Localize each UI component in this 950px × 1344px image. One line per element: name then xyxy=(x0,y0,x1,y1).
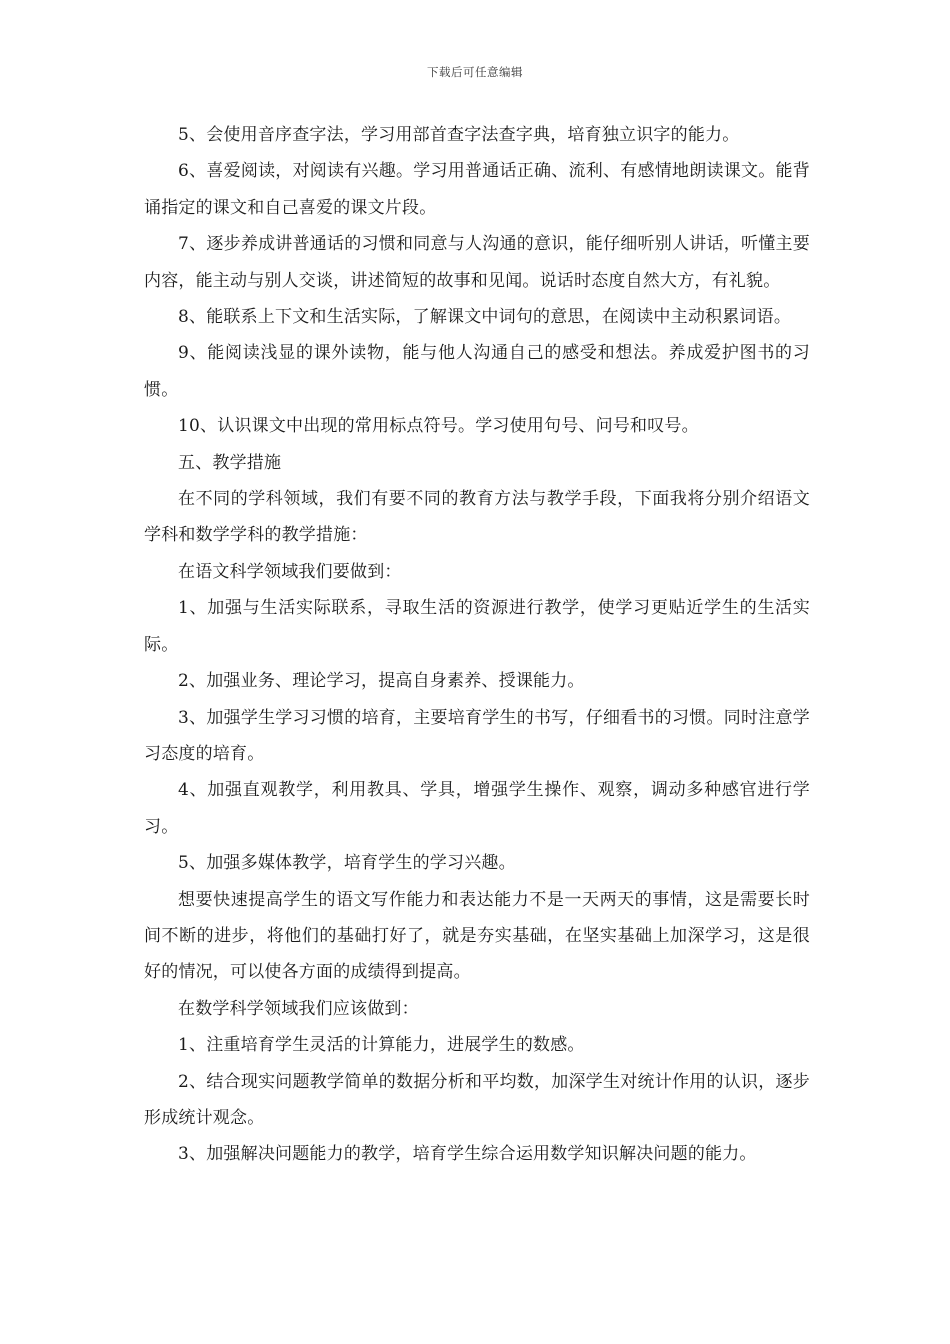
paragraph-item-5: 5、会使用音序查字法，学习用部首查字法查字典，培育独立识字的能力。 xyxy=(178,125,740,145)
math-measure-3: 3、加强解决问题能力的教学，培育学生综合运用数学知识解决问题的能力。 xyxy=(178,1144,757,1165)
math-subject-heading: 在数学科学领域我们应该做到： xyxy=(178,998,419,1019)
paragraph-item-10: 10、认识课文中出现的常用标点符号。学习使用句号、问号和叹号。 xyxy=(178,416,699,437)
paragraph-item-9: 9、能阅读浅显的课外读物，能与他人沟通自己的感受和想法。养成爱护图书的习惯。 xyxy=(144,343,810,400)
chinese-measure-5: 5、加强多媒体教学，培育学生的学习兴趣。 xyxy=(178,853,516,874)
section-heading: 五、教学措施 xyxy=(178,452,282,473)
chinese-measure-4: 4、加强直观教学，利用教具、学具，增强学生操作、观察，调动多种感官进行学习。 xyxy=(144,780,810,837)
paragraph-item-6: 6、喜爱阅读，对阅读有兴趣。学习用普通话正确、流利、有感情地朗读课文。能背诵指定的课文和自己喜爱的课文片段。 xyxy=(144,161,810,218)
document-body xyxy=(144,117,810,1173)
paragraph-item-8: 8、能联系上下文和生活实际，了解课文中词句的意思，在阅读中主动积累词语。 xyxy=(178,307,792,328)
chinese-measure-3: 3、加强学生学习习惯的培育，主要培育学生的书写，仔细看书的习惯。同时注意学习态度的培育。 xyxy=(144,707,810,764)
writing-ability-paragraph: 想要快速提高学生的语文写作能力和表达能力不是一天两天的事情，这是需要长时间不断的进步，将他们的基础打好了，就是夯实基础，在坚实基础上加深学习，这是很好的情况，可以使各方面的成绩得到提高。 xyxy=(144,889,810,983)
chinese-measure-2: 2、加强业务、理论学习，提高自身素养、授课能力。 xyxy=(178,671,585,692)
page-header: 下载后可任意编辑 xyxy=(427,65,523,79)
chinese-measure-1: 1、加强与生活实际联系，寻取生活的资源进行教学，使学习更贴近学生的生活实际。 xyxy=(144,598,810,655)
math-measure-2: 2、结合现实问题教学简单的数据分析和平均数，加深学生对统计作用的认识，逐步形成统计观念。 xyxy=(144,1071,810,1128)
paragraph-item-7: 7、逐步养成讲普通话的习惯和同意与人沟通的意识，能仔细听别人讲话，听懂主要内容，能主动与别人交谈，讲述简短的故事和见闻。说话时态度自然大方，有礼貌。 xyxy=(144,234,810,291)
chinese-subject-heading: 在语文科学领域我们要做到： xyxy=(178,561,402,582)
math-measure-1: 1、注重培育学生灵活的计算能力，进展学生的数感。 xyxy=(178,1035,585,1056)
intro-paragraph: 在不同的学科领域，我们有要不同的教育方法与教学手段，下面我将分别介绍语文学科和数学学科的教学措施： xyxy=(144,489,810,546)
